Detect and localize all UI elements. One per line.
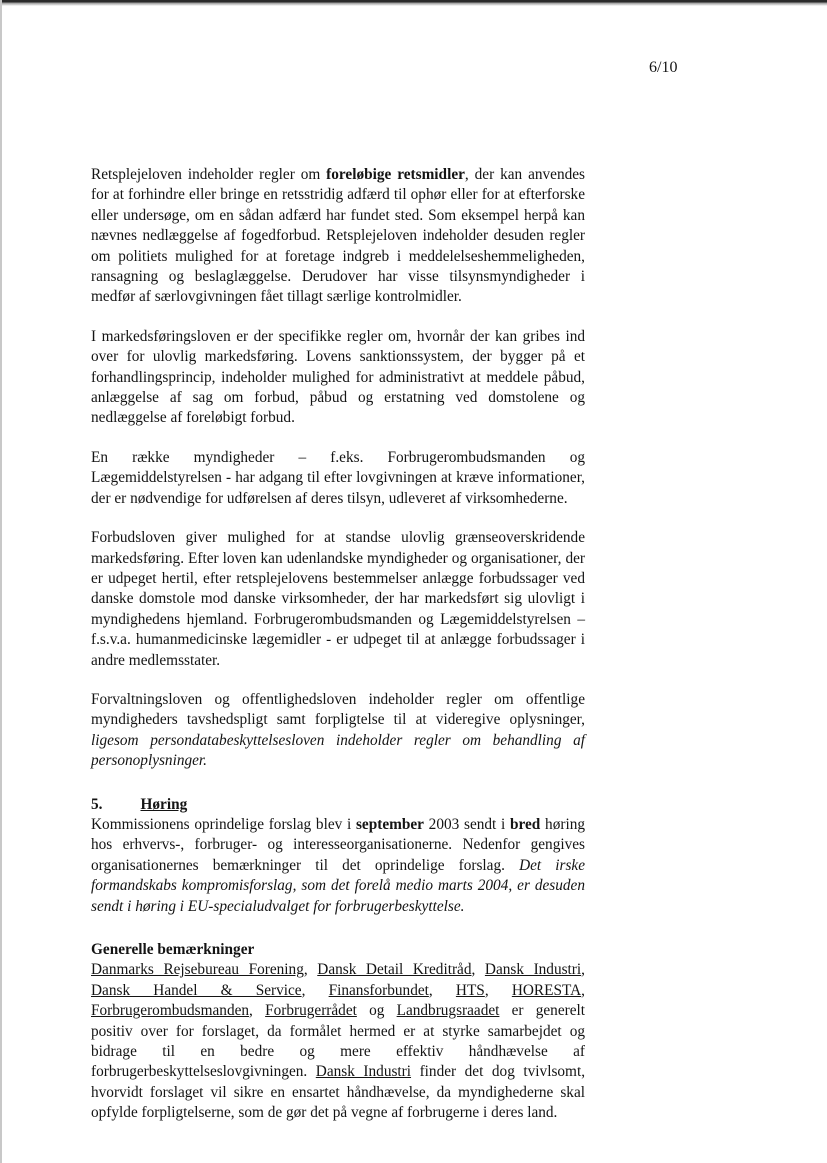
text-span: , der kan anvendes for at forhindre eller bringe en retsstridig adfærd til ophør eller for at efterforske eller undersøge, om en sådan adfærd har fundet sted. Som eksempel herpå kan nævnes nedlæggelse af fogedforbud. Retsplejeloven indeholder desuden regler om politiets mulighed for at foretage indgreb i meddelelseshemmeligheden, ransagning og beslaglæggelse. Derudover har visse tilsynsmyndigheder i medfør af særlovgivningen fået tillagt særlige kontrolmidler. <box>91 166 585 306</box>
bold-term: foreløbige retsmidler <box>326 166 465 183</box>
section-title: Høring <box>140 795 188 813</box>
text-span: 2003 sendt i <box>423 815 510 833</box>
paragraph-horing <box>91 815 585 917</box>
text-span: Retsplejeloven indeholder regler om <box>91 166 327 183</box>
text-span: Forvaltningsloven og offentlighedsloven indeholder regler om offentlige myndigheders tavshedspligt samt forpligtelse til at videregive oplysninger, <box>91 690 585 729</box>
separator: , <box>581 981 585 999</box>
org-name: Dansk Detail Kreditråd <box>317 961 472 979</box>
separator: , <box>249 1002 266 1020</box>
org-name: HORESTA <box>511 981 582 999</box>
org-name: Dansk Handel & Service <box>91 981 302 999</box>
org-name: Dansk Industri <box>484 961 582 979</box>
text-span: finder det dog tvivlsomt, hvorvidt forslaget vil sikre en ensartet håndhævelse, da myndighederne skal opfylde forpligtelserne, som de gør det på vegne af forbrugerne i deres land. <box>91 1063 586 1122</box>
paragraph-myndigheder: En række myndigheder – f.eks. Forbrugerombudsmanden og Lægemiddelstyrelsen - har adgang til efter lovgivningen at kræve informationer, der er nødvendige for udførelsen af deres tilsyn, udleveret af virksomhederne. <box>91 448 585 507</box>
text-span: høring hos erhvervs-, forbruger- og interesseorganisationerne. Nedenfor gengives organisationernes bemærkninger til det oprindelige forslag. <box>91 815 585 874</box>
org-name: Danmarks Rejsebureau Forening <box>91 961 304 979</box>
org-name: Forbrugerrådet <box>265 1002 357 1020</box>
separator: , <box>581 961 585 979</box>
section-number: 5. <box>91 795 103 813</box>
document-body <box>91 165 585 1143</box>
text-span: er generelt positiv over for forslaget, da formålet hermed er at styrke samarbejdet og bidrage til en bedre og mere effektiv håndhævelse af forbrugerbeskyttelseslovgivningen. <box>91 1002 585 1081</box>
org-name: HTS <box>455 981 485 999</box>
scan-top-edge <box>0 0 827 6</box>
org-name: Forbrugerombudsmanden <box>91 1002 250 1020</box>
org-name: Landbrugsraadet <box>396 1002 500 1020</box>
page-number: 6/10 <box>649 59 678 76</box>
bold-term: bred <box>510 815 541 833</box>
italic-text: Det irske formandskabs kompromisforslag, som det forelå medio marts 2004, er desuden sendt i høring i EU-specialudvalget for forbrugerbeskyttelse. <box>91 856 585 915</box>
bold-term: september <box>355 815 424 833</box>
subheading-generelle: Generelle bemærkninger <box>91 941 255 958</box>
italic-text: ligesom persondatabeskyttelsesloven indeholder regler om behandling af personoplysninger. <box>91 731 585 770</box>
paragraph-generelle <box>91 960 585 1123</box>
separator: , <box>428 981 456 999</box>
scan-left-edge <box>0 0 2 1163</box>
paragraph-forvaltningsloven <box>91 690 585 772</box>
section-heading-horing <box>91 795 585 815</box>
paragraph-retsplejeloven <box>91 165 585 308</box>
separator: og <box>356 1002 397 1020</box>
org-name: Dansk Industri <box>315 1063 412 1081</box>
separator: , <box>301 981 329 999</box>
paragraph-markedsforingsloven: I markedsføringsloven er der specifikke regler om, hvornår der kan gribes ind over for ulovlig markedsføring. Lovens sanktionssystem, der bygger på et forhandlingsprincip, indeholder mulighed for administrativt at meddele påbud, anlæggelse af sag om forbud, påbud og erstatning ved domstolene og nedlæggelse af foreløbigt forbud. <box>91 327 585 427</box>
separator: , <box>471 961 485 979</box>
text-span: Kommissionens oprindelige forslag blev i <box>91 815 356 833</box>
separator: , <box>303 961 318 979</box>
separator: , <box>484 981 512 999</box>
paragraph-forbudsloven: Forbudsloven giver mulighed for at standse ulovlig grænseoverskridende markedsføring. Efter loven kan udenlandske myndigheder og organisationer, der er udpeget hertil, efter retsplejelovens bestemmelser anlægge forbudssager ved danske domstole mod danske virksomheder, der har markedsført sig ulovligt i myndighedens hjemland. Forbrugerombudsmanden og Lægemiddelstyrelsen – f.s.v.a. humanmedicinske lægemidler - er udpeget til at anlægge forbudssager i andre medlemsstater. <box>91 529 585 669</box>
org-name: Finansforbundet <box>328 981 429 999</box>
